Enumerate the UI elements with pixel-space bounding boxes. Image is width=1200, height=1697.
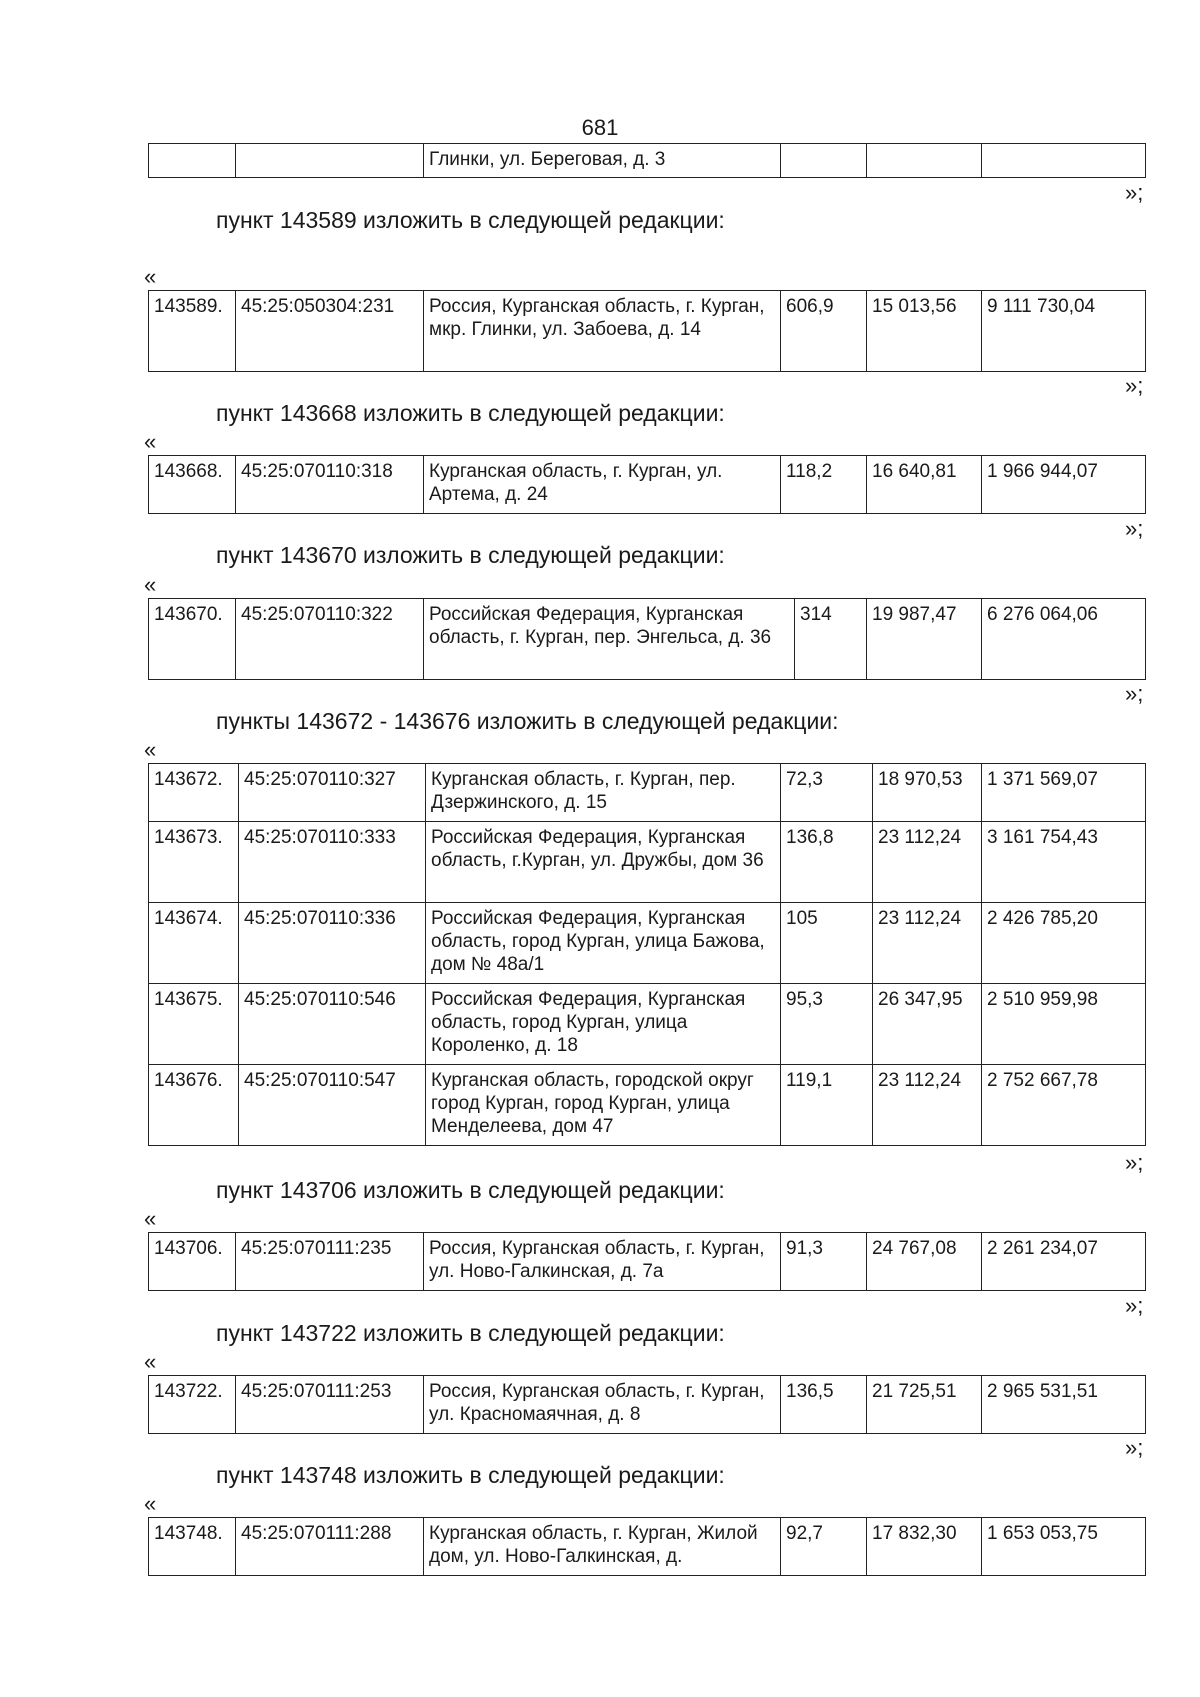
cell-number: 143673. [149, 822, 239, 903]
register-table [148, 1232, 1146, 1291]
cell-cadastral: 45:25:070110:333 [239, 822, 426, 903]
cell-area: 105 [781, 903, 873, 984]
section-heading: пункт 143668 изложить в следующей редакции: [216, 400, 725, 426]
cell-address: Курганская область, г. Курган, пер. Дзержинского, д. 15 [426, 764, 781, 822]
cell-number [149, 144, 236, 178]
cell-value: 2 510 959,98 [982, 984, 1146, 1065]
cell-number: 143589. [149, 291, 236, 372]
cell-cadastral: 45:25:070111:253 [236, 1376, 424, 1434]
cell-value [982, 144, 1146, 178]
cell-cadastral: 45:25:070111:288 [236, 1518, 424, 1576]
cell-address: Курганская область, городской округ город Курган, город Курган, улица Менделеева, дом 47 [426, 1065, 781, 1146]
cell-address: Российская Федерация, Курганская область, г. Курган, пер. Энгельса, д. 36 [424, 599, 795, 680]
cell-value: 6 276 064,06 [982, 599, 1146, 680]
cell-value: 2 752 667,78 [982, 1065, 1146, 1146]
open-quote: « [144, 1349, 157, 1374]
close-quote: »; [1125, 373, 1144, 398]
section-heading: пункт 143706 изложить в следующей редакции: [216, 1177, 725, 1203]
cell-area: 91,3 [781, 1233, 867, 1291]
cell-rate: 23 112,24 [873, 1065, 982, 1146]
cell-area: 136,5 [781, 1376, 867, 1434]
cell-rate: 21 725,51 [867, 1376, 982, 1434]
register-table [148, 1517, 1146, 1576]
cell-area: 136,8 [781, 822, 873, 903]
cell-number: 143674. [149, 903, 239, 984]
cell-rate: 19 987,47 [867, 599, 982, 680]
cell-rate: 16 640,81 [867, 456, 982, 514]
cell-number: 143675. [149, 984, 239, 1065]
cell-area: 95,3 [781, 984, 873, 1065]
close-quote: »; [1125, 180, 1144, 205]
table-row [149, 1518, 1146, 1576]
cell-number: 143672. [149, 764, 239, 822]
cell-address: Российская Федерация, Курганская область, г.Курган, ул. Дружбы, дом 36 [426, 822, 781, 903]
open-quote: « [144, 572, 157, 597]
table-row [149, 764, 1146, 822]
cell-cadastral [236, 144, 424, 178]
table-row [149, 984, 1146, 1065]
cell-rate: 17 832,30 [867, 1518, 982, 1576]
cell-area: 72,3 [781, 764, 873, 822]
section-heading: пункт 143722 изложить в следующей редакции: [216, 1320, 725, 1346]
cell-number: 143668. [149, 456, 236, 514]
cell-value: 3 161 754,43 [982, 822, 1146, 903]
cell-rate: 26 347,95 [873, 984, 982, 1065]
open-quote: « [144, 1491, 157, 1516]
page-number: 681 [581, 115, 619, 140]
register-table [148, 290, 1146, 372]
table-row [149, 1065, 1146, 1146]
cell-number: 143706. [149, 1233, 236, 1291]
cell-cadastral: 45:25:070110:318 [236, 456, 424, 514]
continuation-table [148, 143, 1146, 178]
cell-number: 143748. [149, 1518, 236, 1576]
table-row [149, 822, 1146, 903]
cell-value: 1 966 944,07 [982, 456, 1146, 514]
cell-address: Россия, Курганская область, г. Курган, ул. Ново-Галкинская, д. 7а [424, 1233, 781, 1291]
cell-area: 92,7 [781, 1518, 867, 1576]
cell-value: 1 371 569,07 [982, 764, 1146, 822]
cell-address: Курганская область, г. Курган, ул. Артема, д. 24 [424, 456, 781, 514]
close-quote: »; [1125, 516, 1144, 541]
cell-cadastral: 45:25:070110:322 [236, 599, 424, 680]
cell-cadastral: 45:25:070110:547 [239, 1065, 426, 1146]
cell-area [781, 144, 867, 178]
cell-area: 606,9 [781, 291, 867, 372]
register-table [148, 1375, 1146, 1434]
cell-value: 2 261 234,07 [982, 1233, 1146, 1291]
open-quote: « [144, 264, 157, 289]
cell-address: Курганская область, г. Курган, Жилой дом, ул. Ново-Галкинская, д. [424, 1518, 781, 1576]
close-quote: »; [1125, 1435, 1144, 1460]
cell-area: 118,2 [781, 456, 867, 514]
close-quote: »; [1125, 681, 1144, 706]
cell-address: Российская Федерация, Курганская область, город Курган, улица Короленко, д. 18 [426, 984, 781, 1065]
register-table [148, 763, 1146, 1146]
cell-value: 9 111 730,04 [982, 291, 1146, 372]
cell-rate: 15 013,56 [867, 291, 982, 372]
open-quote: « [144, 429, 157, 454]
cell-cadastral: 45:25:070110:546 [239, 984, 426, 1065]
cell-cadastral: 45:25:070110:327 [239, 764, 426, 822]
table-row [149, 1233, 1146, 1291]
cell-address: Россия, Курганская область, г. Курган, мкр. Глинки, ул. Забоева, д. 14 [424, 291, 781, 372]
table-row [149, 291, 1146, 372]
close-quote: »; [1125, 1293, 1144, 1318]
cell-number: 143722. [149, 1376, 236, 1434]
section-heading: пункт 143670 изложить в следующей редакции: [216, 542, 725, 568]
cell-number: 143670. [149, 599, 236, 680]
section-heading: пункт 143748 изложить в следующей редакции: [216, 1462, 725, 1488]
cell-value: 2 965 531,51 [982, 1376, 1146, 1434]
cell-area: 314 [795, 599, 867, 680]
cell-address: Россия, Курганская область, г. Курган, ул. Красномаячная, д. 8 [424, 1376, 781, 1434]
table-row [149, 599, 1146, 680]
cell-area: 119,1 [781, 1065, 873, 1146]
cell-cadastral: 45:25:050304:231 [236, 291, 424, 372]
close-quote: »; [1125, 1150, 1144, 1175]
cell-value: 1 653 053,75 [982, 1518, 1146, 1576]
table-row [149, 456, 1146, 514]
table-row [149, 903, 1146, 984]
cell-rate: 18 970,53 [873, 764, 982, 822]
cell-address: Российская Федерация, Курганская область, город Курган, улица Бажова, дом № 48а/1 [426, 903, 781, 984]
cell-rate: 23 112,24 [873, 822, 982, 903]
register-table [148, 455, 1146, 514]
cell-rate: 24 767,08 [867, 1233, 982, 1291]
open-quote: « [144, 1206, 157, 1231]
open-quote: « [144, 737, 157, 762]
cell-value: 2 426 785,20 [982, 903, 1146, 984]
cell-rate: 23 112,24 [873, 903, 982, 984]
cell-cadastral: 45:25:070110:336 [239, 903, 426, 984]
register-table [148, 598, 1146, 680]
table-row [149, 144, 1146, 178]
cell-number: 143676. [149, 1065, 239, 1146]
cell-rate [867, 144, 982, 178]
section-heading: пункты 143672 - 143676 изложить в следующей редакции: [216, 708, 839, 734]
table-row [149, 1376, 1146, 1434]
cell-cadastral: 45:25:070111:235 [236, 1233, 424, 1291]
section-heading: пункт 143589 изложить в следующей редакции: [216, 207, 725, 233]
cell-address: Глинки, ул. Береговая, д. 3 [424, 144, 781, 178]
